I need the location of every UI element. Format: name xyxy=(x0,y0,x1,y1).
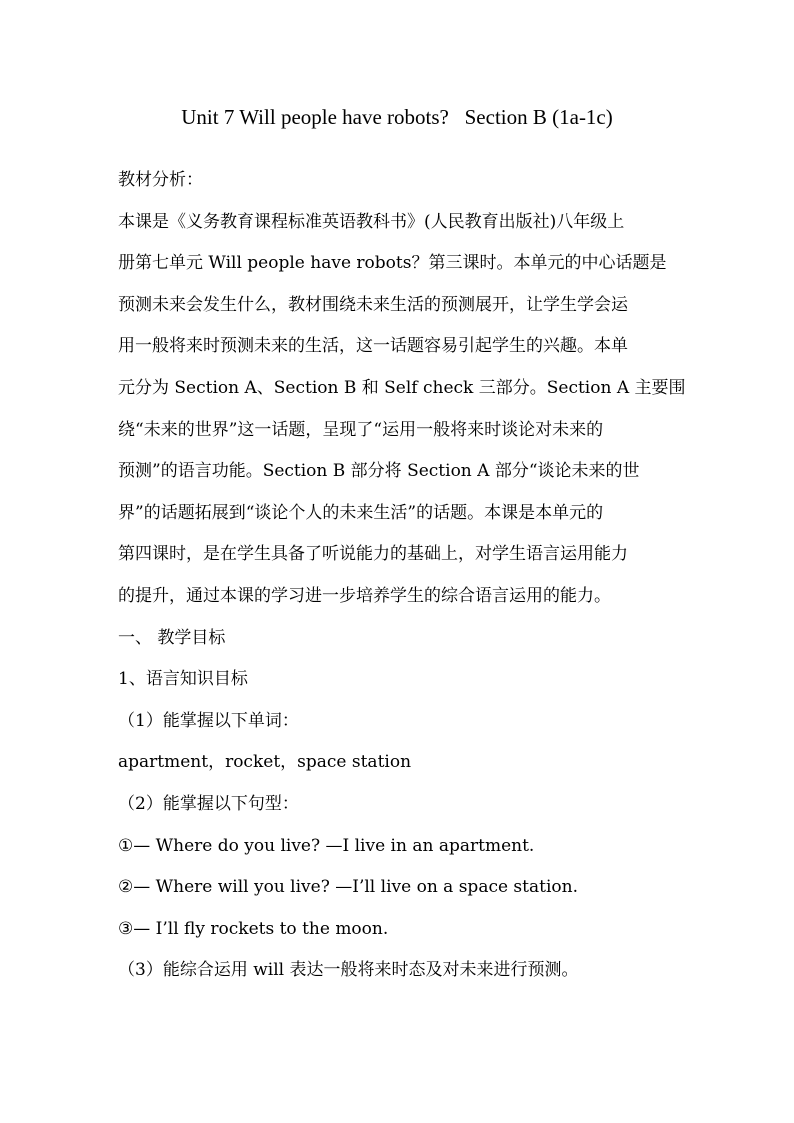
sentence-pattern xyxy=(118,826,682,868)
analysis-line: 预测”的语言功能。Section B 部分将 Section A 部分“谈论未来的世 xyxy=(118,461,640,482)
sentence-text: Where do you live? —I live in an apartment. xyxy=(150,835,535,856)
sentence-pattern xyxy=(118,909,682,951)
analysis-line: 界”的话题拓展到“谈论个人的未来生活”的话题。本课是本单元的 xyxy=(118,502,604,523)
analysis-line: 册第七单元 Will people have robots？第三课时。本单元的中心话题是 xyxy=(118,253,667,274)
sentence-text: I’ll fly rockets to the moon. xyxy=(150,918,389,939)
analysis-line: 预测未来会发生什么，教材围绕未来生活的预测展开，让学生学会运 xyxy=(118,294,628,315)
circled-number: ① xyxy=(118,835,134,856)
analysis-line: 元分为 Section A、Section B 和 Self check 三部分。Section A 主要围 xyxy=(118,377,686,398)
analysis-line: 第四课时，是在学生具备了听说能力的基础上，对学生语言运用能力 xyxy=(118,544,628,565)
analysis-line: 本课是《义务教育课程标准英语教科书》(人民教育出版社)八年级上 xyxy=(118,211,625,232)
document-body xyxy=(118,160,686,992)
item-label-sentences: （2）能掌握以下句型： xyxy=(118,793,299,814)
dash: — xyxy=(133,835,151,856)
analysis-line: 用一般将来时预测未来的生活，这一话题容易引起学生的兴趣。本单 xyxy=(118,336,628,357)
sentence-text: Where will you live? —I’ll live on a space station. xyxy=(150,877,578,898)
analysis-line: 的提升，通过本课的学习进一步培养学生的综合语言运用的能力。 xyxy=(118,585,611,606)
vocabulary-list: apartment，rocket，space station xyxy=(118,752,412,773)
dash: — xyxy=(133,918,151,939)
circled-number: ③ xyxy=(118,918,134,939)
sentence-pattern xyxy=(118,867,682,909)
analysis-heading: 教材分析： xyxy=(118,170,203,190)
dash: — xyxy=(133,877,151,898)
document-title: Unit 7 Will people have robots? Section B (1a-1c) xyxy=(181,105,613,129)
item-label-will-usage: （3）能综合运用 will 表达一般将来时态及对未来进行预测。 xyxy=(118,960,579,981)
circled-number: ② xyxy=(118,877,134,898)
item-label-words: （1）能掌握以下单词： xyxy=(118,710,299,731)
analysis-line: 绕“未来的世界”这一话题，呈现了“运用一般将来时谈论对未来的 xyxy=(118,419,604,440)
subsection-heading-language-knowledge: 1、语言知识目标 xyxy=(118,669,248,690)
section-heading-objectives: 一、 教学目标 xyxy=(118,627,226,648)
